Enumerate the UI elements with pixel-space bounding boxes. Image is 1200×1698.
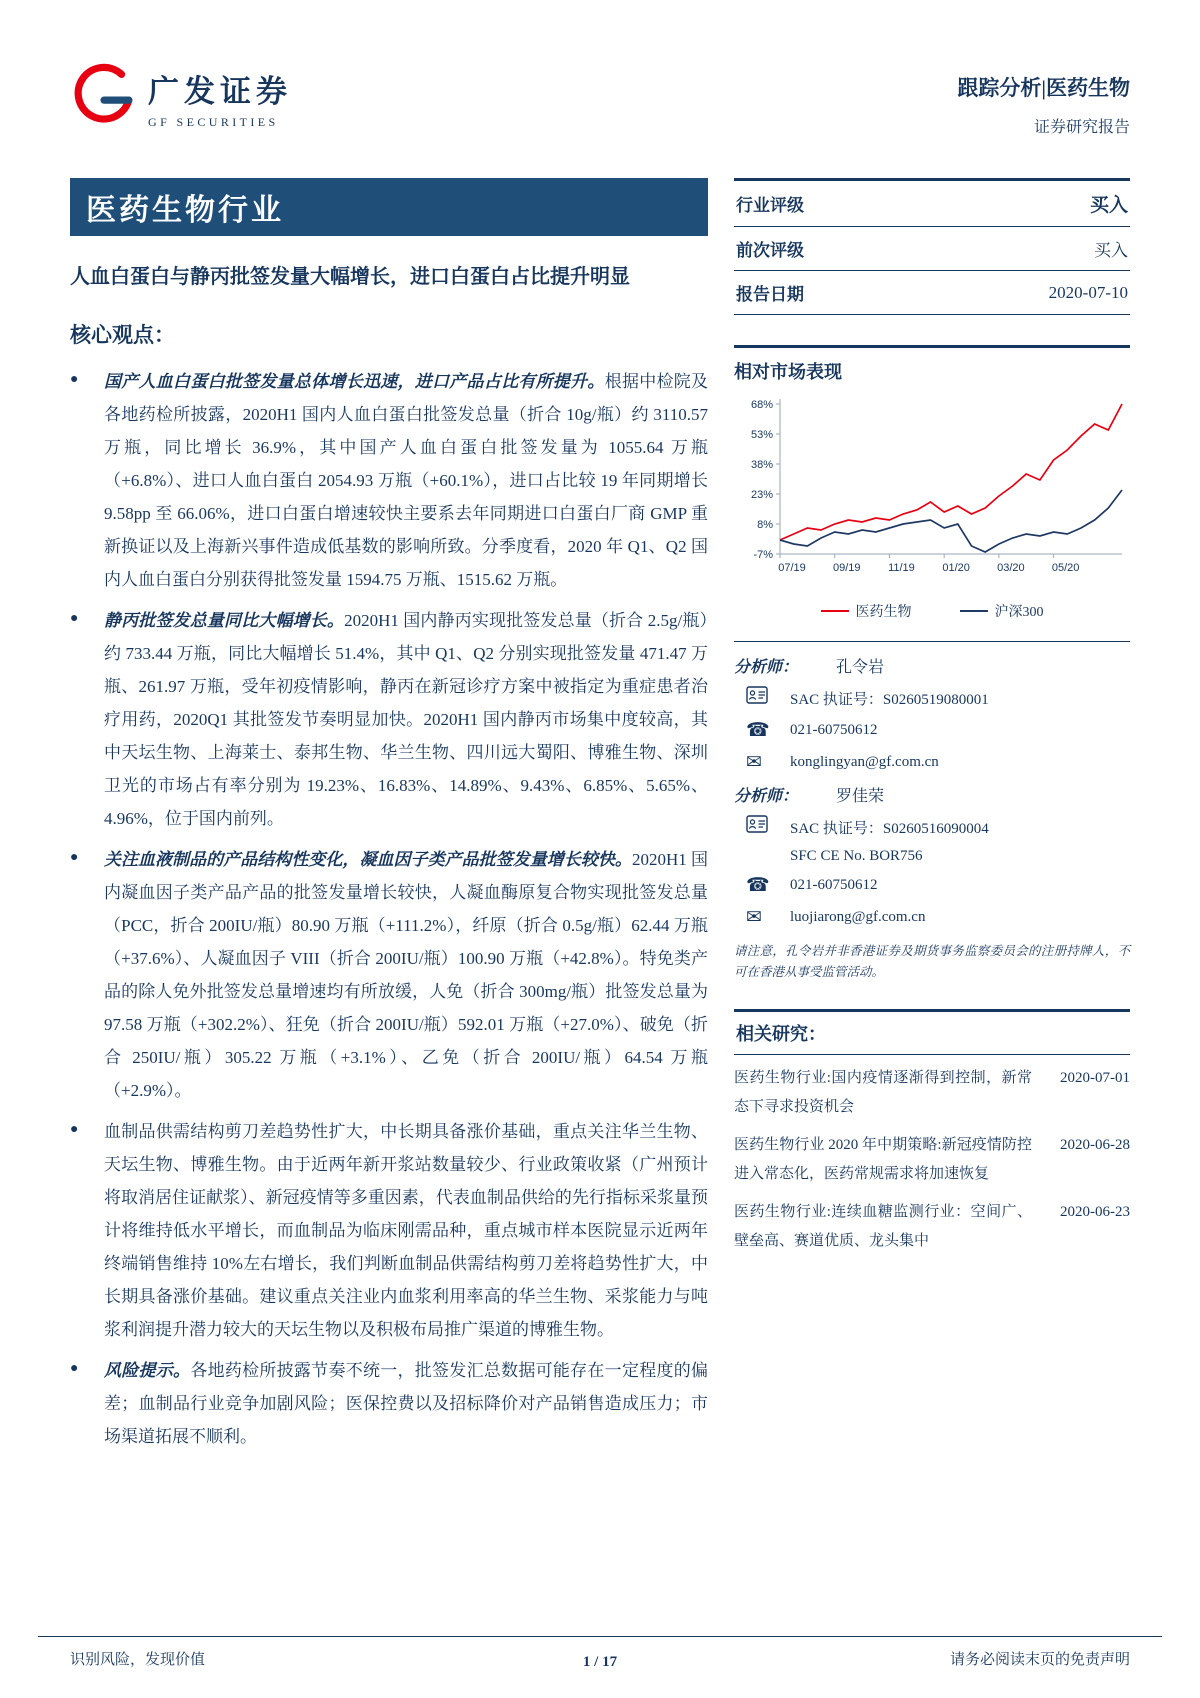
bullet-dot-icon: ● (70, 372, 79, 387)
related-research-date: 2020-06-28 (1060, 1137, 1130, 1153)
series-line-医药生物 (780, 404, 1122, 540)
rating-label: 报告日期 (736, 285, 804, 304)
rating-value: 2020-07-10 (1048, 282, 1128, 302)
bullet-dot-icon: ● (70, 1122, 79, 1137)
analyst-contact-text: luojiarong@gf.com.cn (790, 909, 926, 925)
rating-value: 买入 (1089, 195, 1128, 216)
header-right (957, 62, 1130, 137)
bullet-body: 根据中检院及各地药检所披露，2020H1 国内人血白蛋白批签发总量（折合 10g/瓶）约 3110.57 万瓶，同比增长 36.9%，其中国产人血白蛋白批签发量为 1055.64 万瓶（+6.8%）、进口人血白蛋白 2054.93 万瓶（+60.1%），进口占比较 19 年同期增长 9.58pp 至 66.06%，进口白蛋白增速较快主要系去年同期进口白蛋白厂商 GMP 重新换证以及上海新兴事件造成低基数的影响所致。分季度看，2020 年 Q1、Q2 国内人血白蛋白分别获得批签发量 1594.75 万瓶、1515.62 万瓶。 (104, 372, 709, 589)
x-tick-label: 01/20 (942, 562, 970, 574)
analyst-contact-text: konglingyan@gf.com.cn (790, 754, 939, 770)
gf-securities-logo (70, 62, 292, 133)
main-area (70, 178, 1130, 1461)
rating-label: 前次评级 (736, 241, 804, 260)
related-research-item (734, 1131, 1130, 1189)
bullet-lead: 关注血液制品的产品结构性变化，凝血因子类产品批签发量增长较快。 (104, 850, 632, 869)
phone-icon: ☎ (746, 875, 770, 896)
x-tick-label: 07/19 (778, 562, 806, 574)
legend-item (821, 601, 912, 621)
x-tick-label: 11/19 (888, 562, 915, 574)
bullet-text (104, 1354, 708, 1453)
y-tick-label: 38% (750, 459, 773, 471)
mail-icon: ✉ (746, 752, 762, 773)
x-tick-label: 05/20 (1051, 562, 1080, 574)
page-header (70, 62, 1130, 137)
bullet-text (104, 1115, 708, 1346)
analyst-label: 分析师： (734, 659, 799, 676)
brand-text (148, 66, 292, 130)
core-views-heading: 核心观点： (70, 323, 175, 347)
rating-value: 买入 (1094, 241, 1128, 260)
y-tick-label: 53% (750, 429, 773, 441)
bullet-dot-icon: ● (70, 611, 79, 626)
footer-divider (38, 1636, 1162, 1637)
analyst-contact-text: 021-60750612 (790, 722, 878, 738)
related-research-date: 2020-07-01 (1060, 1070, 1130, 1086)
rating-table (734, 178, 1130, 315)
analyst-contact-text: 021-60750612 (790, 877, 878, 893)
related-research-section (734, 1009, 1130, 1256)
footer-left-text: 识别风险，发现价值 (70, 1652, 206, 1668)
relative-performance-chart (734, 392, 1130, 597)
y-tick-label: -7% (753, 549, 773, 561)
bullet-body: 2020H1 国内静丙实现批签发总量（折合 2.5g/瓶）约 733.44 万瓶，同比大幅增长 51.4%，其中 Q1、Q2 分别实现批签发量 471.47 万瓶、261.97 万瓶，受年初疫情影响，静丙在新冠诊疗方案中被指定为重症患者治疗用药，2020Q1 其批签发节奏明显加快。2020H1 国内静丙市场集中度较高，其中天坛生物、上海莱士、泰邦生物、华兰生物、四川远大蜀阳、博雅生物、深圳卫光的市场占有率分别为 19.23%、16.83%、14.89%、9.43%、6.85%、5.65%、4.96%，位于国内前列。 (104, 611, 708, 828)
analyst-note: 请注意，孔令岩并非香港证券及期货事务监察委员会的注册持牌人，不可在香港从事受监管活动。 (734, 944, 1130, 979)
analyst-contact-row (734, 686, 1130, 710)
analyst-header (734, 783, 1130, 806)
rating-row (734, 227, 1130, 271)
bullet-body: 各地药检所披露节奏不统一，批签发汇总数据可能存在一定程度的偏差；血制品行业竞争加剧风险；医保控费以及招标降价对产品销售造成压力；市场渠道拓展不顺利。 (104, 1361, 709, 1446)
brand-name-en: GF SECURITIES (148, 114, 279, 129)
report-subtitle: 人血白蛋白与静丙批签发量大幅增长，进口白蛋白占比提升明显 (70, 266, 630, 288)
legend-label: 医药生物 (855, 605, 912, 620)
market-performance-heading: 相对市场表现 (734, 362, 842, 382)
analyst-label: 分析师： (734, 788, 799, 805)
analyst-name: 孔令岩 (836, 659, 885, 676)
related-research-heading: 相关研究： (734, 1009, 1130, 1055)
bullet-text (104, 843, 708, 1107)
industry-title-banner: 医药生物行业 (70, 178, 708, 236)
y-tick-label: 23% (750, 489, 773, 501)
analyst-block (734, 654, 1130, 774)
legend-line-swatch (821, 610, 849, 612)
bullet-body: 血制品供需结构剪刀差趋势性扩大，中长期具备涨价基础，重点关注华兰生物、天坛生物、博雅生物。由于近两年新开浆站数量较少、行业政策收紧（广州预计将取消居住证献浆）、新冠疫情等多重因素，代表血制品供给的先行指标采浆量预计将维持低水平增长，而血制品为临床刚需品种，重点城市样本医院显示近两年终端销售维持 10%左右增长，我们判断血制品供需结构剪刀差将趋势性扩大，中长期具备涨价基础。建议重点关注业内血浆利用率高的华兰生物、采浆能力与吨浆利润提升潜力较大的天坛生物以及积极布局推广渠道的博雅生物。 (104, 1122, 708, 1339)
analyst-contact-text: SFC CE No. BOR756 (790, 848, 923, 864)
x-tick-label: 09/19 (832, 562, 861, 574)
core-bullet (70, 1354, 708, 1453)
bullet-lead: 风险提示。 (104, 1361, 191, 1380)
bullet-body: 2020H1 国内凝血因子类产品产品的批签发量增长较快，人凝血酶原复合物实现批签发总量（PCC，折合 200IU/瓶）80.90 万瓶（+111.2%），纤原（折合 0.5g/瓶）62.44 万瓶（+37.6%）、人凝血因子 VIII（折合 200IU/瓶）100.90 万瓶（+42.8%）。特免类产品的除人免外批签发总量增速均有所放缓，人免（折合 300mg/瓶）批签发总量为 97.58 万瓶（+302.2%）、狂免（折合 200IU/瓶）592.01 万瓶（+27.0%）、破免（折合 250IU/瓶）305.22 万瓶（+3.1%）、乙免（折合 200IU/瓶）64.54 万瓶（+2.9%）。 (104, 850, 708, 1100)
related-research-date: 2020-06-23 (1060, 1204, 1130, 1220)
related-research-list (734, 1064, 1130, 1256)
analyst-contact-text: SAC 执证号：S0260516090004 (790, 820, 989, 837)
rating-row (734, 271, 1130, 315)
core-bullet (70, 843, 708, 1107)
mail-icon: ✉ (746, 907, 762, 928)
id-card-icon (734, 686, 790, 710)
analyst-contact-row (734, 874, 1130, 897)
y-tick-label: 8% (757, 519, 773, 531)
core-bullet (70, 604, 708, 835)
page-footer (70, 1648, 1130, 1669)
x-tick-label: 03/20 (997, 562, 1025, 574)
rating-row (734, 181, 1130, 227)
related-research-title: 医药生物行业 2020 年中期策略:新冠疫情防控进入常态化，医药常规需求将加速恢复 (734, 1137, 1032, 1182)
chart-legend (734, 601, 1130, 621)
report-category: 证券研究报告 (1033, 119, 1130, 136)
analyst-contact-text: SAC 执证号：S0260519080001 (790, 691, 989, 708)
core-bullet (70, 1115, 708, 1346)
legend-line-swatch (960, 610, 988, 612)
analyst-contact-row (734, 906, 1130, 929)
bullet-dot-icon: ● (70, 1361, 79, 1376)
related-research-item (734, 1198, 1130, 1256)
core-bullet (70, 365, 708, 596)
page-number: 1 / 17 (582, 1654, 618, 1670)
analyst-contact-row (734, 848, 1130, 865)
related-research-title: 医药生物行业:连续血糖监测行业：空间广、壁垒高、赛道优质、龙头集中 (734, 1204, 1032, 1249)
analyst-contact-row (734, 751, 1130, 774)
analyst-contact-row (734, 815, 1130, 839)
market-performance-section (734, 345, 1130, 621)
gf-logo-icon (70, 62, 136, 133)
legend-label: 沪深300 (994, 605, 1044, 620)
brand-name-cn: 广发证券 (148, 73, 292, 109)
bullet-text (104, 365, 708, 596)
footer-right-text: 请务必阅读末页的免责声明 (949, 1652, 1130, 1668)
phone-icon: ☎ (746, 720, 770, 741)
main-content (70, 178, 708, 1461)
bullet-lead: 国产人血白蛋白批签发量总体增长迅速，进口产品占比有所提升。 (104, 372, 605, 391)
core-views-list (70, 365, 708, 1453)
bullet-lead: 静丙批签发总量同比大幅增长。 (104, 611, 345, 630)
analysts-section (734, 641, 1130, 929)
sidebar (734, 178, 1130, 1461)
related-research-title: 医药生物行业:国内疫情逐渐得到控制，新常态下寻求投资机会 (734, 1070, 1032, 1115)
analyst-contact-row (734, 719, 1130, 742)
bullet-dot-icon: ● (70, 850, 79, 865)
id-card-icon (734, 815, 790, 839)
analyst-block (734, 783, 1130, 929)
y-tick-label: 68% (750, 399, 773, 411)
analyst-name: 罗佳荣 (836, 788, 885, 805)
related-research-item (734, 1064, 1130, 1122)
series-line-沪深300 (780, 490, 1122, 552)
report-type: 跟踪分析|医药生物 (957, 76, 1130, 100)
analyst-header (734, 654, 1130, 677)
rating-label: 行业评级 (736, 196, 804, 215)
legend-item (960, 601, 1044, 621)
bullet-text (104, 604, 708, 835)
